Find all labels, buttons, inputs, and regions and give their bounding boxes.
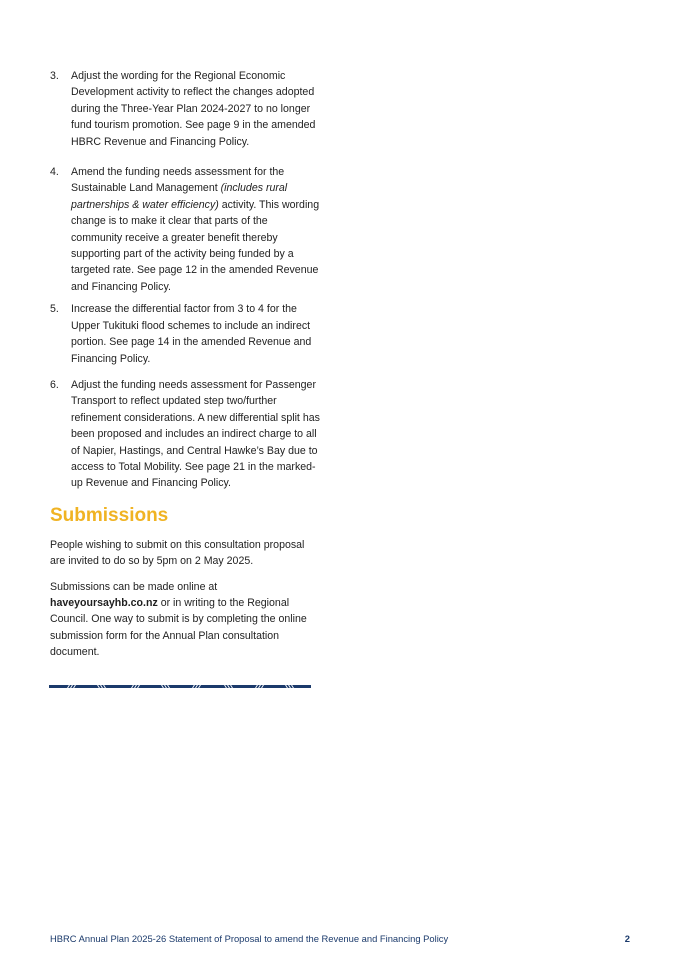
submissions-text-part: Submissions can be made online at bbox=[50, 580, 218, 593]
page-number: 2 bbox=[624, 933, 630, 944]
submissions-text-part: or in writing to the Regional Council. One way to submit is by completing the online submission form for the Annual Plan consultation document. bbox=[50, 596, 307, 659]
numbered-list bbox=[50, 68, 320, 492]
decorative-divider bbox=[49, 684, 311, 689]
list-item-text: Adjust the wording for the Regional Economic Development activity to reflect the changes adopted during the Three-Year Plan 2024-2027 to no longer fund tourism promotion. See page 9 in the amended HBRC Revenue and Financing Policy. bbox=[71, 70, 316, 148]
list-item-text-part: activity. This wording change is to make it clear that parts of the community receive a greater benefit thereby supporting part of the activity being funded by a targeted rate. See page 12 in the amended Revenue and Financing Policy. bbox=[71, 198, 320, 293]
list-item bbox=[50, 68, 320, 150]
content-column bbox=[50, 68, 320, 661]
list-item-number: 3. bbox=[50, 70, 59, 82]
page-footer bbox=[50, 933, 630, 947]
list-item-text bbox=[71, 164, 320, 295]
list-item-text: Increase the differential factor from 3 to 4 for the Upper Tukituki flood schemes to include an indirect portion. See page 14 in the amended Revenue and Financing Policy. bbox=[71, 303, 312, 365]
list-item-italic-text: (includes rural partnerships & water efficiency) bbox=[71, 182, 288, 211]
list-item bbox=[50, 164, 320, 295]
list-item-text: Adjust the funding needs assessment for Passenger Transport to reflect updated step two/further refinement considerations. A new differential split has been proposed and includes an indirect charge to all of Napier, Hastings, and Central Hawke’s Bay due to access to Total Mobility. See page 21 in the marked-up Revenue and Financing Policy. bbox=[71, 378, 320, 490]
submissions-heading: Submissions bbox=[50, 504, 169, 526]
submissions-paragraph bbox=[50, 579, 320, 661]
submissions-paragraph: People wishing to submit on this consultation proposal are invited to do so by 5pm on 2 May 2025. bbox=[50, 538, 305, 568]
list-item-number: 4. bbox=[50, 166, 59, 179]
list-item bbox=[50, 301, 320, 367]
list-item-text-part: Amend the funding needs assessment for the Sustainable Land Management bbox=[71, 166, 285, 195]
list-item-number: 6. bbox=[50, 378, 59, 391]
footer-title: HBRC Annual Plan 2025-26 Statement of Proposal to amend the Revenue and Financing Policy bbox=[50, 933, 449, 944]
list-item-number: 5. bbox=[50, 303, 59, 316]
list-item bbox=[50, 377, 320, 492]
submissions-website-link[interactable]: haveyoursayhb.co.nz bbox=[50, 596, 158, 609]
